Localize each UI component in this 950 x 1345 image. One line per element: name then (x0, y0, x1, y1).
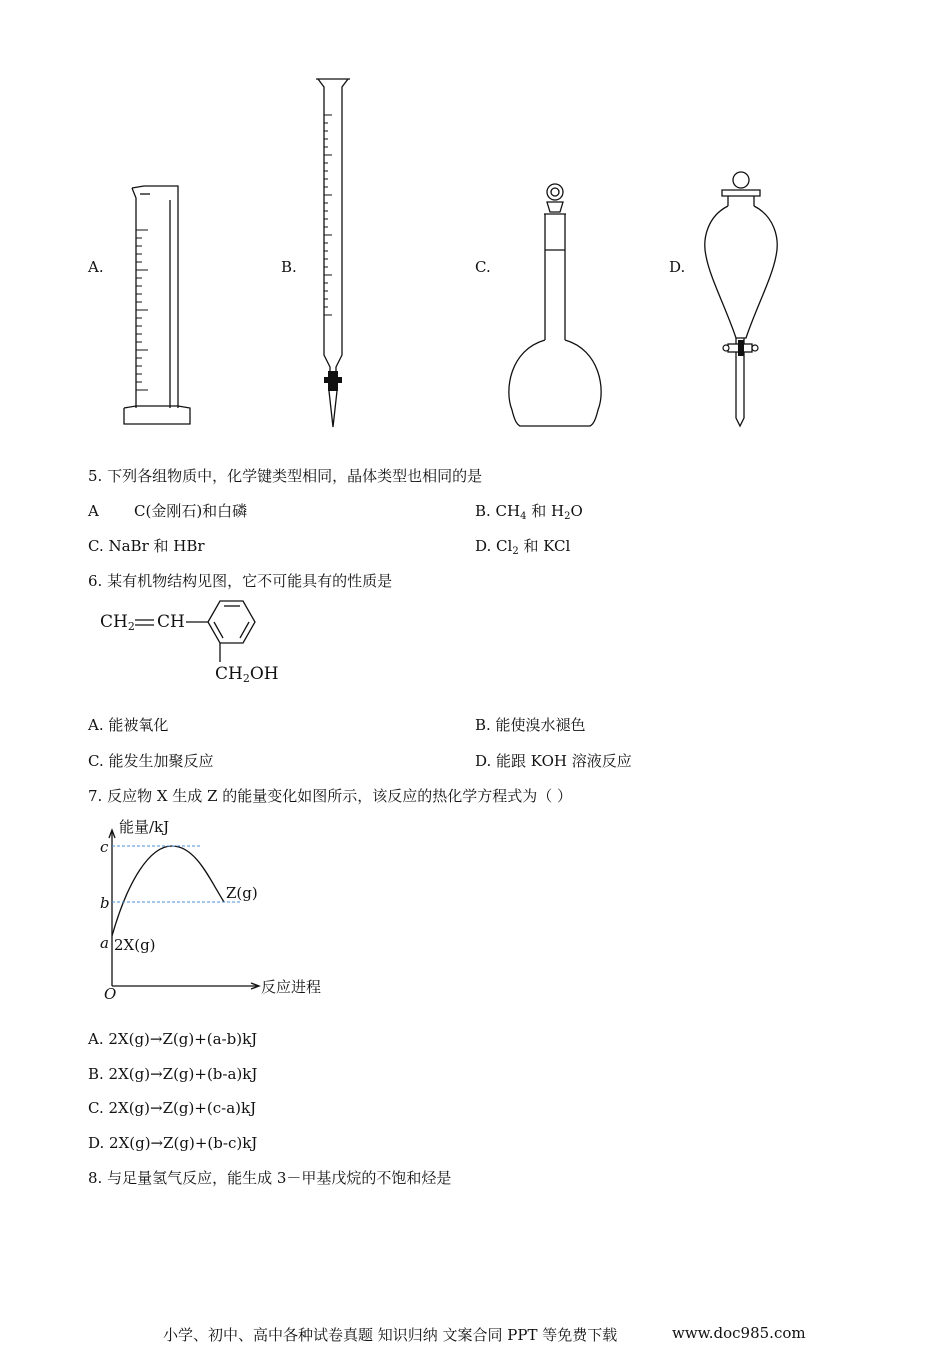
q5-option-b-prefix: B. CH (475, 502, 521, 520)
q5-option-b-sub1: 4 (520, 511, 527, 522)
option-b-label: B. (281, 258, 297, 276)
option-a-label: A. (88, 258, 104, 276)
q7-stem: 7. 反应物 X 生成 Z 的能量变化如图所示，该反应的热化学方程式为（ ） (88, 787, 573, 805)
energy-tick-c: c (100, 838, 109, 856)
structure-ch2-sub: 2 (127, 620, 135, 633)
q6-option-a: A. 能被氧化 (88, 716, 169, 734)
energy-curve (112, 846, 224, 936)
footer-text: 小学、初中、高中各种试卷真题 知识归纳 文案合同 PPT 等免费下载 (163, 1326, 618, 1344)
q5-option-b-sub2: 2 (564, 511, 571, 522)
structure-ch2oh-oh: OH (249, 664, 279, 684)
q5-option-b-mid: 和 H (526, 502, 565, 520)
separatory-funnel-icon (698, 168, 784, 430)
q5-option-d-suffix: 和 KCl (518, 537, 571, 555)
footer-url[interactable]: www.doc985.com (672, 1324, 806, 1342)
graduated-cylinder-icon (110, 180, 200, 430)
option-c-label: C. (475, 258, 491, 276)
y-axis-label: 能量/kJ (119, 818, 170, 836)
energy-tick-a: a (100, 934, 109, 952)
q7-option-b: B. 2X(g)→Z(g)+(b-a)kJ (88, 1065, 258, 1083)
q6-option-d: D. 能跟 KOH 溶液反应 (475, 752, 632, 770)
volumetric-flask-icon (500, 180, 610, 430)
q5-option-a-label: A (88, 502, 99, 520)
reactant-label: 2X(g) (114, 936, 156, 954)
structure-ch2-text: CH (100, 612, 128, 632)
product-label: Z(g) (226, 884, 258, 902)
energy-tick-b: b (100, 894, 110, 912)
q5-option-d-prefix: D. Cl (475, 537, 513, 555)
origin-label: O (104, 985, 117, 1003)
benzene-ring-structure-icon (100, 596, 270, 676)
energy-profile-diagram (100, 820, 270, 995)
q5-option-c: C. NaBr 和 HBr (88, 537, 205, 555)
q5-option-b (475, 501, 583, 527)
structure-vinyl-ch: CH (157, 612, 185, 632)
q7-option-a: A. 2X(g)→Z(g)+(a-b)kJ (88, 1030, 258, 1048)
q6-option-b: B. 能使溴水褪色 (475, 716, 586, 734)
q8-stem: 8. 与足量氢气反应，能生成 3－甲基戊烷的不饱和烃是 (88, 1169, 452, 1187)
q5-option-a-text: C(金刚石)和白磷 (134, 502, 248, 520)
structure-ch2oh-ch: CH (215, 664, 243, 684)
q5-option-d (475, 536, 570, 562)
structure-ch2oh-sub: 2 (242, 672, 250, 685)
q6-stem: 6. 某有机物结构见图，它不可能具有的性质是 (88, 572, 393, 590)
q6-option-c: C. 能发生加聚反应 (88, 752, 214, 770)
q5-stem: 5. 下列各组物质中，化学键类型相同，晶体类型也相同的是 (88, 467, 483, 485)
x-axis-label: 反应进程 (261, 978, 322, 996)
q7-option-d: D. 2X(g)→Z(g)+(b-c)kJ (88, 1134, 258, 1152)
q5-option-b-suffix: O (570, 502, 583, 520)
q5-option-d-sub: 2 (512, 546, 519, 557)
option-d-label: D. (669, 258, 686, 276)
q7-option-c: C. 2X(g)→Z(g)+(c-a)kJ (88, 1099, 257, 1117)
burette-icon (310, 75, 360, 435)
